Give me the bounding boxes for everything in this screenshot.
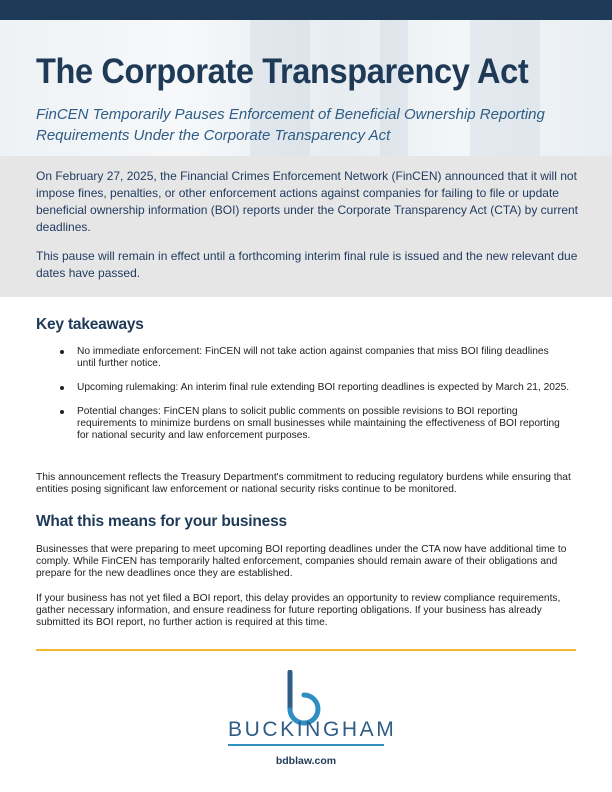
bullet-icon	[60, 386, 64, 390]
list-item	[60, 346, 570, 370]
intro-paragraph: On February 27, 2025, the Financial Crimes Enforcement Network (FinCEN) announced that it will not impose fines, penalties, or other enforcement actions against companies for failing to file or update beneficial ownership information (BOI) reports under the Corporate Transparency Act (CTA) by current deadlines.	[36, 169, 579, 234]
list-item-text: Potential changes: FinCEN plans to solicit public comments on possible revisions to BOI reporting requirements to minimize burdens on small businesses while maintaining the effectiveness of BOI reporting for national security and law enforcement purposes.	[77, 406, 560, 441]
website-link[interactable]: bdblaw.com	[275, 755, 337, 767]
intro-panel	[0, 156, 612, 297]
brand-wordmark: BUCKINGHAM	[228, 718, 397, 741]
section-heading-business: What this means for your business	[36, 513, 287, 530]
section-heading-key-takeaways: Key takeaways	[36, 316, 144, 333]
list-item	[60, 382, 570, 394]
business-paragraph: If your business has not yet filed a BOI report, this delay provides an opportunity to review compliance requirements, gather necessary information, and ensure readiness for future reporting obligations. If your business has already submitted its BOI report, no further action is required at this time.	[36, 593, 561, 628]
list-item-text: Upcoming rulemaking: An interim final rule extending BOI reporting deadlines is expected by March 21, 2025.	[77, 382, 570, 393]
bullet-icon	[60, 410, 64, 414]
list-item	[60, 406, 570, 442]
document-title: The Corporate Transparency Act	[36, 52, 529, 91]
business-paragraph: Businesses that were preparing to meet upcoming BOI reporting deadlines under the CTA now have additional time to comply. While FinCEN has temporarily halted enforcement, companies should remain aware of their obligations and prepare for the new deadlines once they are established.	[36, 544, 567, 579]
bullet-icon	[60, 350, 64, 354]
document-subtitle: FinCEN Temporarily Pauses Enforcement of Beneficial Ownership Reporting Requirements Under the Corporate Transparency Act	[36, 106, 545, 144]
list-item-text: No immediate enforcement: FinCEN will not take action against companies that miss BOI filing deadlines until further notice.	[77, 346, 549, 369]
brand-underline	[228, 744, 384, 746]
takeaways-closing-paragraph: This announcement reflects the Treasury Department's commitment to reducing regulatory burdens while ensuring that entities posing significant law enforcement or national security risks continue to be monitored.	[36, 472, 571, 495]
intro-paragraph: This pause will remain in effect until a forthcoming interim final rule is issued and the new relevant due dates have passed.	[36, 249, 578, 280]
takeaways-list	[60, 346, 570, 454]
top-banner-bar	[0, 0, 612, 20]
gold-divider	[36, 649, 576, 651]
